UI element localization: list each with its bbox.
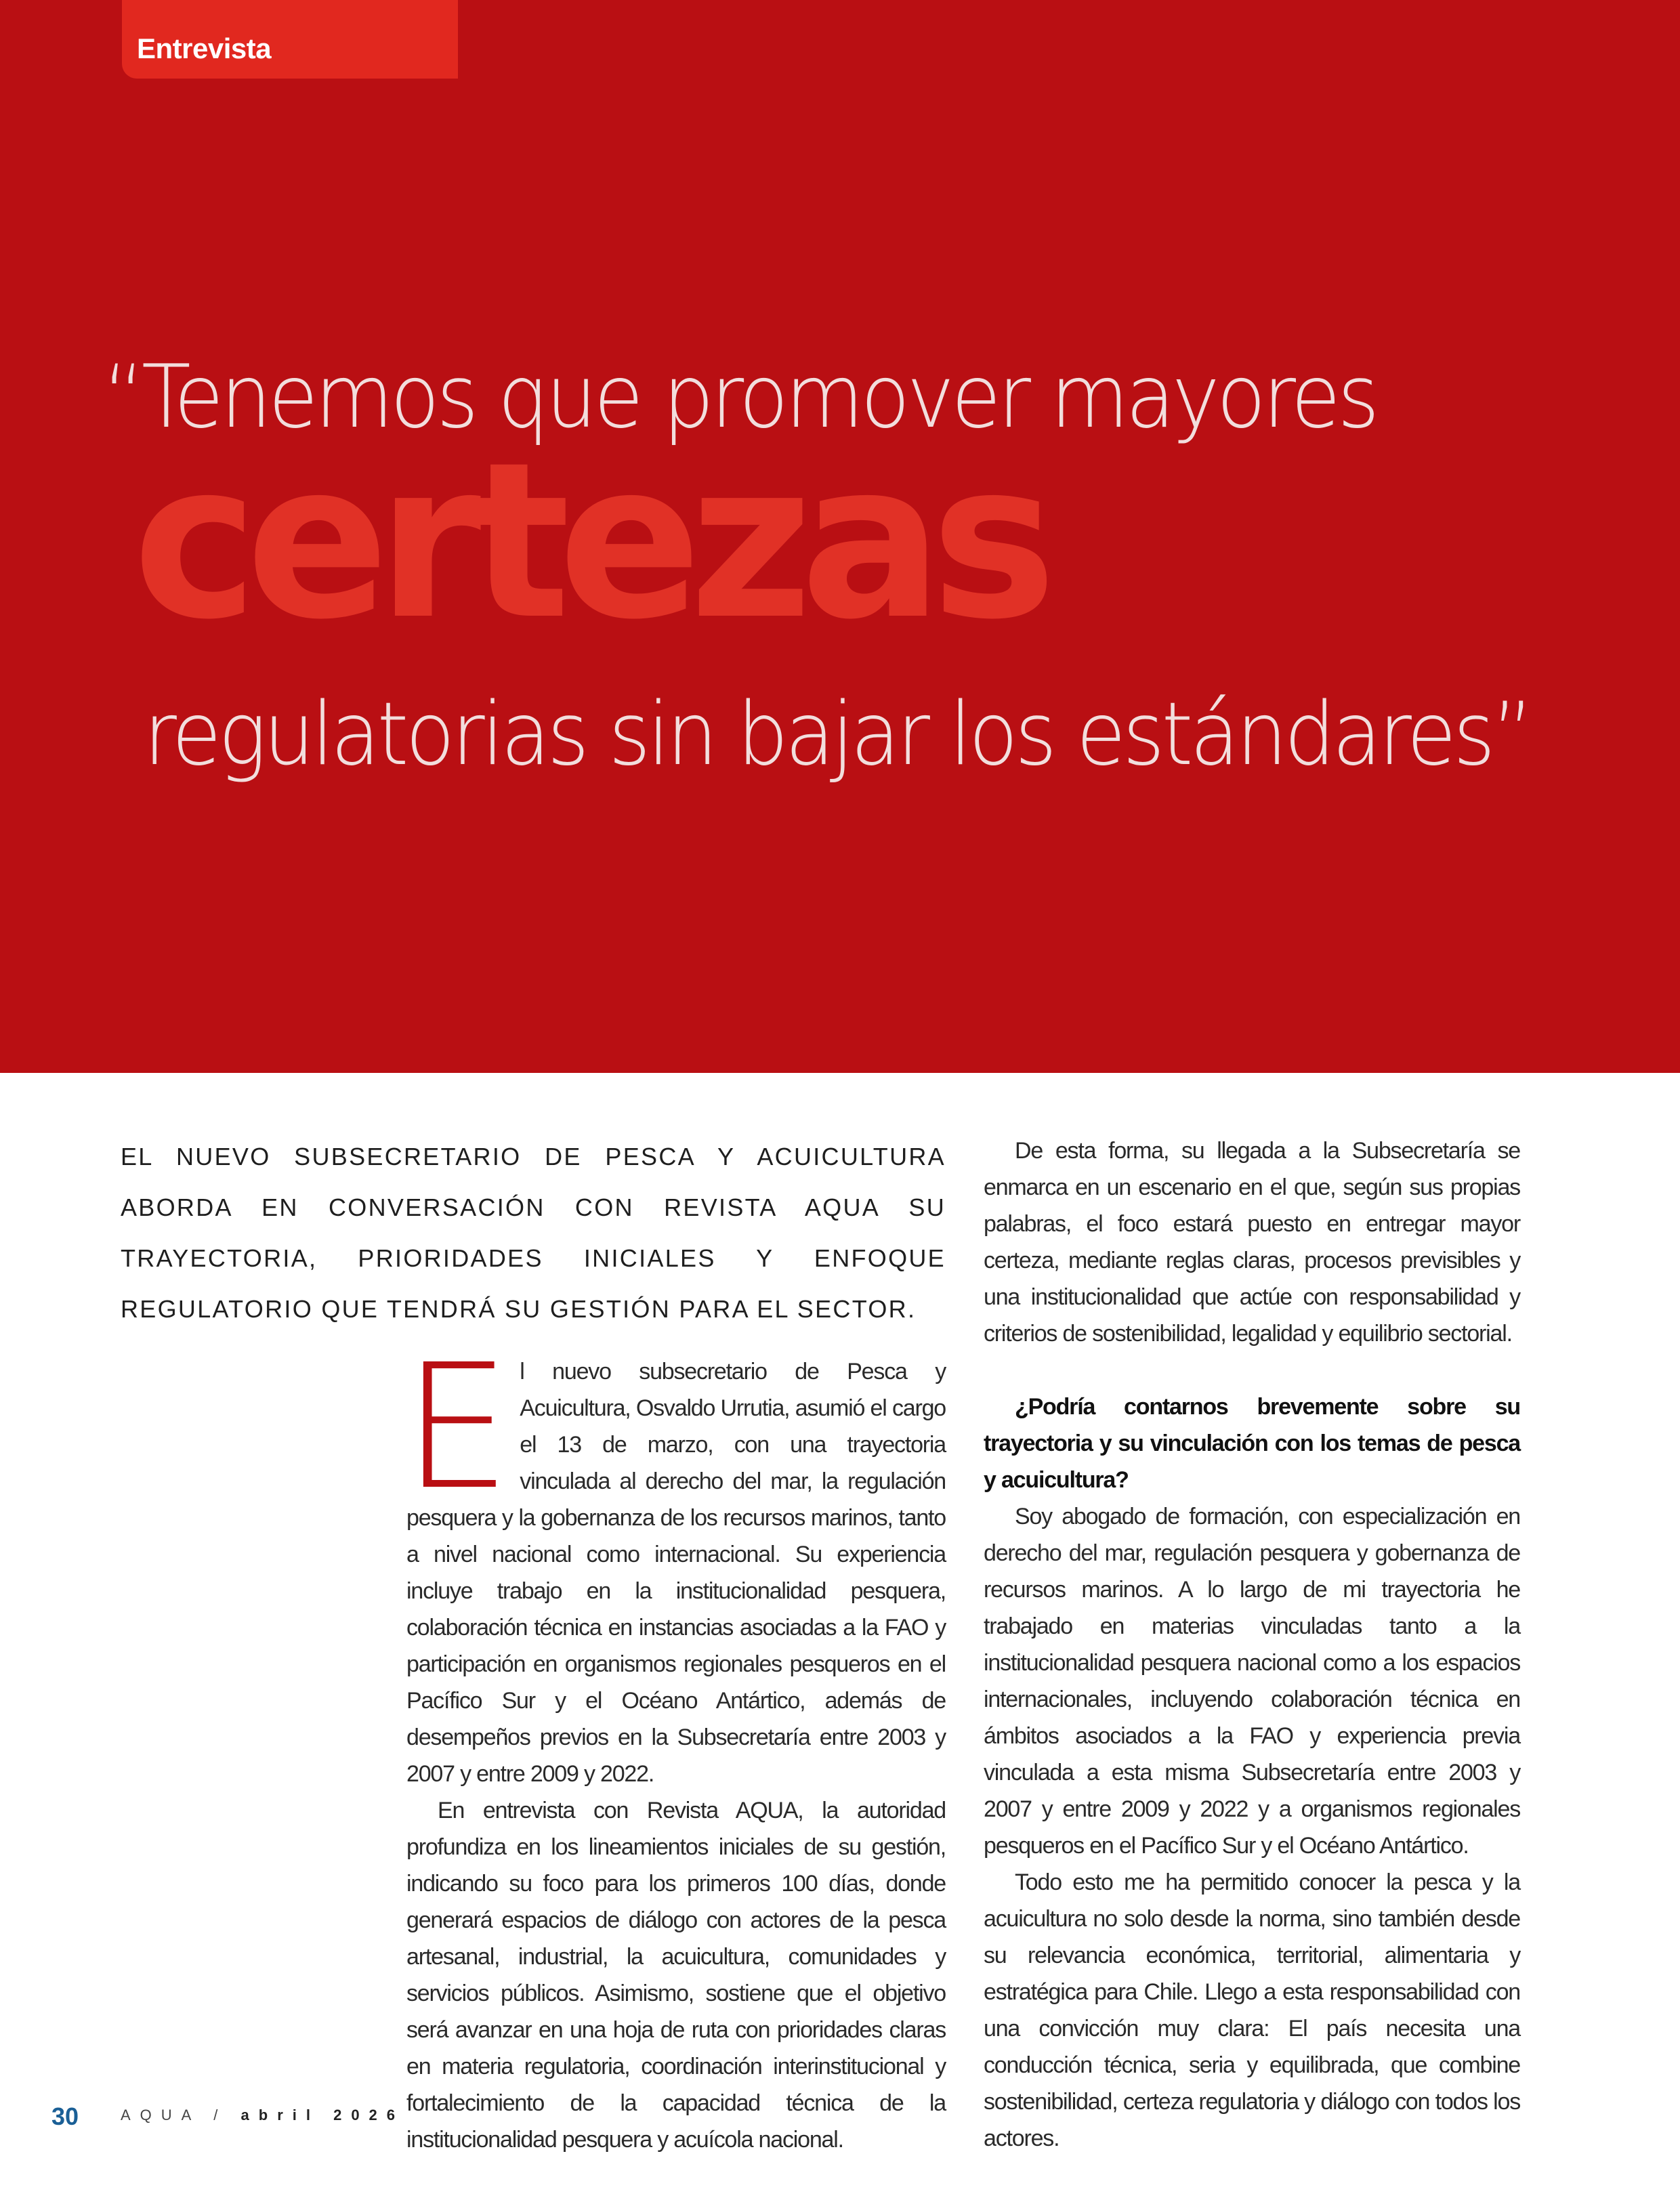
- footer-magazine-name: AQUA: [121, 2107, 201, 2123]
- headline-line-3: regulatorias sin bajar los estándares”: [144, 684, 1531, 785]
- article-intro: EL NUEVO SUBSECRETARIO DE PESCA Y ACUICULTURA ABORDA EN CONVERSACIÓN CON REVISTA AQUA SU TRAYECTORIA, PRIORIDADES INICIALES Y ENFOQUE REGULATORIO QUE TENDRÁ SU GESTIÓN PARA EL SECTOR.: [121, 1143, 946, 1323]
- section-tab: [122, 0, 458, 79]
- footer-folio: [121, 2107, 404, 2124]
- body-paragraph: De esta forma, su llegada a la Subsecretaría se enmarca en un escenario en el que, según sus propias palabras, el foco estará puesto en entregar mayor certeza, mediante reglas claras, procesos previsibles y una institucionalidad que actúe con responsabilidad y criterios de sostenibilidad, legalidad y equilibrio sectorial.: [984, 1138, 1520, 1347]
- body-paragraph-text: l nuevo subsecretario de Pesca y Acuicultura, Osvaldo Urrutia, asumió el cargo el 13 de marzo, con una trayectoria vinculada al derecho del mar, la regulación pesquera y la gobernanza de los recursos marinos, tanto a nivel nacional como internacional. Su experiencia incluye trabajo en la institucionalidad pesquera, colaboración técnica en instancias asociadas a la FAO y participación en organismos regionales pesqueros en el Pacífico Sur y el Océano Antártico, además de desempeños previos en la Subsecretaría entre 2003 y 2007 y entre 2009 y 2022.: [406, 1359, 946, 1787]
- headline-line-1: “Tenemos que promover mayores: [103, 347, 1377, 448]
- drop-cap: E: [402, 1327, 511, 1527]
- footer-issue-date: abril 2026: [240, 2107, 405, 2123]
- hero-banner: [0, 0, 1680, 1073]
- headline-big-word: certezas: [133, 416, 1045, 667]
- body-paragraph: [402, 1327, 946, 1792]
- body-column-right: [984, 1133, 1520, 2157]
- interview-question: ¿Podría contarnos brevemente sobre su trayectoria y su vinculación con los temas de pesca y acuicultura?: [984, 1394, 1520, 1493]
- page-number: 30: [51, 2102, 79, 2130]
- body-paragraph: Soy abogado de formación, con especialización en derecho del mar, regulación pesquera y gobernanza de recursos marinos. A lo largo de mi trayectoria he trabajado en materias vinculadas tanto a la institucionalidad pesquera nacional como a los espacios internacionales, incluyendo colaboración técnica en ámbitos asociados a la FAO y experiencia previa vinculada a esta misma Subsecretaría entre 2003 y 2007 y entre 2009 y 2022 y a organismos regionales pesqueros en el Pacífico Sur y el Océano Antártico.: [984, 1504, 1520, 1859]
- footer-separator: /: [213, 2107, 228, 2123]
- body-column-left: [402, 1327, 946, 2158]
- body-paragraph: En entrevista con Revista AQUA, la autoridad profundiza en los lineamientos iniciales de su gestión, indicando su foco para los primeros 100 días, donde generará espacios de diálogo con actores de la pesca artesanal, industrial, la acuicultura, comunidades y servicios públicos. Asimismo, sostiene que el objetivo será avanzar en una hoja de ruta con prioridades claras en materia regulatoria, coordinación interinstitucional y fortalecimiento de la capacidad técnica de la institucionalidad pesquera y acuícola nacional.: [406, 1798, 946, 2153]
- body-paragraph: Todo esto me ha permitido conocer la pesca y la acuicultura no solo desde la norma, sino también desde su relevancia económica, territorial, alimentaria y estratégica para Chile. Llego a esta responsabilidad con una convicción muy clara: El país necesita una conducción técnica, seria y equilibrada, que combine sostenibilidad, certeza regulatoria y diálogo con todos los actores.: [984, 1869, 1520, 2151]
- section-tab-label: Entrevista: [137, 33, 272, 64]
